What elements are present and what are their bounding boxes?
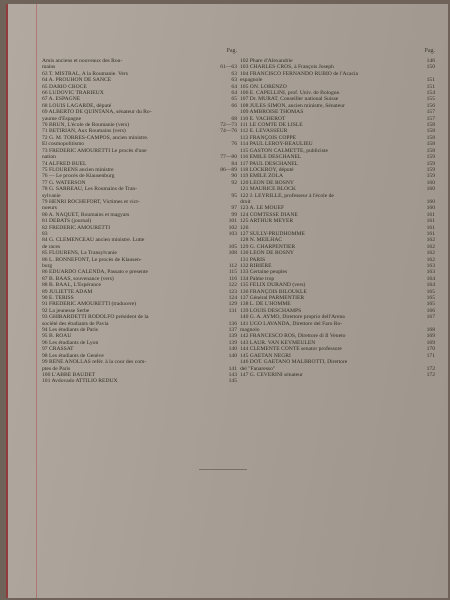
entry-page-number: 143 (228, 371, 237, 378)
entry-page-number: 165 (426, 301, 435, 308)
entry-page-number: 140 (228, 346, 237, 353)
entry-text: 78 G. SARREAU, Les Roumains de Tran- (42, 186, 138, 193)
entry-text: sylvanie (42, 192, 61, 199)
entry-page-number: 66 (231, 102, 237, 109)
entry-page-number: 156 (426, 102, 435, 109)
index-list-right (240, 58, 435, 378)
entry-page-number: 140 (228, 352, 237, 359)
entry-page-number: 161 (426, 218, 435, 225)
entry-text: 113 FRANÇOIS COPPÉ (240, 134, 297, 141)
end-rule (199, 469, 247, 470)
entry-text: El cosmopolitismo (42, 141, 85, 148)
entry-text: droit (240, 198, 251, 205)
entry-text: 105 ON. LORENZO (240, 83, 287, 90)
entry-page-number: 162 (426, 250, 435, 257)
entry-text: 117 PAUL DESCHANEL (240, 160, 299, 167)
entry-page-number: 171 (426, 352, 435, 359)
entry-text: 66 LUDOVIC TRARIEUX (42, 90, 104, 97)
entry-page-number: 139 (228, 333, 237, 340)
entry-page-number: 158 (426, 141, 435, 148)
entry-page-number: 164 (426, 275, 435, 282)
entry-text: mains (42, 64, 56, 71)
entry-text: 65 DARIO CROCE (42, 83, 87, 90)
entry-text: 142 FRANCESCO ROS, Direttore di Il Veneto (240, 333, 346, 340)
entry-page-number: 160 (426, 179, 435, 186)
entry-page-number: 164 (426, 282, 435, 289)
entry-page-number: 68 (231, 115, 237, 122)
entry-text: 76 — Le procès de Klausenburg (42, 173, 115, 180)
entry-page-number: 102 (228, 224, 237, 231)
entry-text: nation (42, 154, 56, 161)
entry-text: 143 LAUR. VAN KEYMEULEN (240, 339, 316, 346)
entry-text: 110 E. VACHEROT (240, 115, 286, 122)
entry-page-number: 158 (426, 128, 435, 135)
entry-page-number: 103 (228, 230, 237, 237)
entry-page-number: 166 (426, 307, 435, 314)
entry-page-number: 160 (426, 186, 435, 193)
entry-page-number: 146 (426, 58, 435, 64)
entry-text: Amis anciens et nouveaux des Rou- (42, 58, 123, 64)
entry-page-number: 169 (426, 339, 435, 346)
entry-text: 135 FÉLIX DURAND (vers) (240, 282, 306, 289)
entry-page-number: 162 (426, 237, 435, 244)
entry-page-number: 84 (231, 160, 237, 167)
entry-text: 125 ARTHUR MEYER (240, 218, 294, 225)
entry-text: 86 L. BONNEFONT, Le procès de Klausen- (42, 256, 142, 263)
entry-page-number: 163 (426, 263, 435, 269)
entry-text: 118 LOCKROY, député (240, 166, 294, 173)
entry-page-number: 77—80 (220, 154, 237, 161)
index-entry (240, 372, 435, 378)
entry-text: 144 CLEMENTE CONTE senator professore (240, 346, 342, 353)
entry-page-number: 86—89 (220, 166, 237, 173)
entry-text: 132 RIBIÈRE (240, 263, 272, 269)
entry-page-number: 169 (426, 333, 435, 340)
margin-rule (36, 4, 37, 598)
entry-page-number: 160 (426, 205, 435, 212)
entry-page-number: 124 (228, 295, 237, 302)
entry-page-number: 159 (426, 166, 435, 173)
entry-page-number: 64 (231, 90, 237, 97)
entry-page-number: 172 (426, 365, 435, 372)
entry-text: yaume d'Espagne (42, 115, 82, 122)
entry-text: 108 JULES SIMON, ancien ministre, Sénateur (240, 102, 345, 109)
index-column-left (42, 48, 237, 385)
entry-page-number: 161 (426, 211, 435, 218)
entry-text: 111 LE COMTE DE LISLE (240, 122, 303, 129)
entry-text: 115 GASTON CALMETTE, publiciste (240, 147, 328, 154)
entry-text: 106 E. CAPELLINI, prof. Univ. de Bologne. (240, 90, 341, 97)
entry-page-number: 161 (426, 224, 435, 231)
entry-text: 136 FRANÇOIS BILOUKLE (240, 288, 307, 295)
entry-page-number: 154 (426, 90, 435, 97)
entry-page-number: 151 (426, 77, 435, 84)
entry-text: 119 EMILE ZOLA (240, 173, 283, 180)
entry-text: 100 L'ABBÉ BAUDET (42, 371, 96, 378)
entry-text: 127 SULLY-PRUDHOMME (240, 230, 305, 237)
entry-text: 99 RÉNÉ ANOLLAS refér. à la cour des com- (42, 359, 147, 366)
entry-page-number: 64 (231, 83, 237, 90)
entry-page-number: 165 (426, 295, 435, 302)
entry-text: 123 A. LE MOUEF (240, 205, 285, 212)
entry-page-number: 131 (228, 307, 237, 314)
entry-page-number: 116 (228, 275, 237, 282)
entry-page-number: 163 (426, 269, 435, 276)
entry-text: 114 PAUL LEROY-BEAULIEU (240, 141, 313, 148)
entry-text: société des étudiants de Pavia (42, 320, 109, 327)
entry-page-number: 139 (228, 339, 237, 346)
entry-page-number: 61—63 (220, 64, 237, 71)
entry-page-number: 168 (426, 327, 435, 334)
entry-text: 70 BRUN, L'école de Roumanie (vers) (42, 122, 130, 129)
entry-text: 92 La jeunesse Serbe (42, 307, 90, 314)
entry-page-number: 137 (228, 327, 237, 334)
entry-page-number: 158 (426, 122, 435, 129)
entry-text: 91 FREDERIC AMOURETTI (traducere) (42, 301, 136, 308)
index-column-right (240, 48, 435, 378)
entry-page-number: 160 (426, 198, 435, 205)
entry-text: 90 E. TERISS (42, 295, 74, 302)
entry-page-number: 65 (231, 96, 237, 103)
entry-text: 141 UGO LAVANDA, Direttore del Faro Ro- (240, 320, 343, 327)
entry-page-number: 162 (426, 256, 435, 263)
entry-page-number: 129 (228, 301, 237, 308)
entry-page-number: 145 (228, 378, 237, 385)
entry-text: espagnole (240, 77, 263, 84)
entry-page-number: 63 (231, 70, 237, 77)
entry-text: 71 BETIRIAN, Aux Roumains (vers) (42, 128, 126, 135)
entry-text: 88 B. BAAL, L'Espérance (42, 282, 101, 289)
entry-text: 137 Général PARMENTIER (240, 295, 305, 302)
entry-text: de races (42, 243, 61, 250)
entry-page-number: 92 (231, 179, 237, 186)
entry-text: 93 GHIRARDETTI RODOLFO président de la (42, 314, 149, 321)
entry-text: 107 Dr. MURAT, Conseiller national Suisse (240, 96, 339, 103)
entry-text: 131 PARIS (240, 256, 266, 263)
entry-text: 95 B. ROAU (42, 333, 72, 340)
entry-text: 84 G. CLEMENCEAU ancien ministre. Lutte (42, 237, 145, 244)
entry-page-number: 158 (426, 134, 435, 141)
entry-page-number: 161 (426, 230, 435, 237)
entry-page-number: 157 (426, 115, 435, 122)
entry-text: 126 (240, 224, 249, 231)
entry-text: 97 CRASSAT (42, 346, 74, 353)
entry-text: 63 T. MISTRAL, A la Roumanie. Vers (42, 70, 128, 77)
entry-text: 80 A. NAQUET, Roumains et magyars (42, 211, 130, 218)
entry-text: magnolo (240, 327, 260, 334)
entry-text: del "Fanaresso" (240, 365, 276, 372)
entry-text: 133 Certaine peuples (240, 269, 288, 276)
entry-text: 77 G. WATERSON (42, 179, 86, 186)
book-page (6, 4, 448, 598)
entry-page-number: 159 (426, 173, 435, 180)
entry-text: 75 FLOURENS ancien ministre (42, 166, 114, 173)
entry-text: 140 G. A. AYMO, Direttore proprio dell'Arena (240, 314, 345, 321)
entry-text: burg (42, 263, 53, 269)
entry-text: 147 G. CEVERINI sénateur (240, 371, 303, 378)
entry-page-number: 155 (426, 96, 435, 103)
entry-text: 134 Palme trop (240, 275, 275, 282)
entry-text: 73 FREDERIC AMOURETTI Le procès d'une (42, 147, 147, 154)
entry-text: 86 EDUARDO CALENDA, Passato e presente (42, 269, 148, 276)
entry-text: 83 (42, 230, 48, 237)
entry-page-number: 157 (426, 109, 435, 116)
entry-text: 104 FRANCISCO FERNANDO RUBIO de l'Acacia (240, 70, 359, 77)
entry-page-number: 95 (231, 192, 237, 199)
entry-page-number: 99 (231, 211, 237, 218)
entry-page-number: 150 (426, 64, 435, 71)
entry-text: 116 EMILE DESCHANEL (240, 154, 302, 161)
entry-page-number: 122 (228, 282, 237, 289)
entry-text: 85 FLOURENS, La Transylvanie (42, 250, 117, 257)
entry-text: 96 Les étudiants de Lyon (42, 339, 99, 346)
entry-text: 121 MAURICE BLOCK (240, 186, 296, 193)
entry-page-number: 123 (228, 288, 237, 295)
entry-text: 72 G. M. TORRES-CAMPOS, ancien ministre. (42, 134, 149, 141)
entry-page-number: 101 (228, 218, 237, 225)
entry-text: 130 LEON DE ROSNY (240, 250, 294, 257)
entry-page-number: 136 (228, 320, 237, 327)
entry-page-number: 97 (231, 205, 237, 212)
entry-page-number: 105 (228, 243, 237, 250)
entry-page-number: 108 (228, 250, 237, 257)
entry-page-number: 159 (426, 154, 435, 161)
entry-text: 89 JULIETTE ADAM (42, 288, 93, 295)
entry-text: 109 AMBROISE THOMAS (240, 109, 304, 116)
entry-text: noeurs (42, 205, 57, 212)
entry-text: 138 L. DE L'HOMME (240, 301, 291, 308)
entry-text: 64 A. PROUHON DE SANCE (42, 77, 112, 84)
index-entry (42, 378, 237, 384)
entry-text: 67 A. ESPAGNE (42, 96, 81, 103)
entry-page-number: 162 (426, 243, 435, 250)
entry-text: 81 DEBATS (journal) (42, 218, 92, 225)
entry-page-number: 170 (426, 346, 435, 353)
entry-page-number: 165 (426, 288, 435, 295)
entry-text: 122 J. LEYRILLÉ, professeur à l'école de (240, 192, 334, 199)
entry-page-number: 167 (426, 314, 435, 321)
entry-text: ptes de Paris (42, 365, 71, 372)
entry-page-number: 151 (426, 83, 435, 90)
entry-text: 139 LOUIS DESCHAMPS (240, 307, 302, 314)
entry-text: 120 LEON DE ROSNY (240, 179, 294, 186)
entry-page-number: 159 (426, 160, 435, 167)
entry-text: 82 FREDERIC AMOURETTI (42, 224, 111, 231)
entry-text: 74 ALFRED BUEL (42, 160, 87, 167)
entry-page-number: 72—73 (220, 122, 237, 129)
index-list-left (42, 58, 237, 385)
entry-text: 146 DOT. GAETANO MALBROTTI, Direttore (240, 359, 348, 366)
entry-text: 69 ALBERTO DE QUINTANA, sénateur du Ro- (42, 109, 152, 116)
entry-text: 128 N. MEILHAC (240, 237, 283, 244)
entry-page-number: 115 (228, 269, 237, 276)
entry-page-number: 172 (426, 371, 435, 378)
entry-text: 129 G. CHARPENTIER (240, 243, 296, 250)
entry-text: 101 Avdovado ATTILIO REDUX (42, 378, 118, 385)
entry-text: 98 Les étudiants de Genève (42, 352, 104, 359)
entry-text: 103 CHARLES CROS, à François Joseph (240, 64, 334, 71)
entry-page-number: 74—76 (220, 128, 237, 135)
entry-text: 102 Phare d'Alexandrie (240, 58, 293, 64)
entry-page-number: 141 (228, 365, 237, 372)
entry-page-number: 112 (228, 263, 237, 269)
entry-text: 87 B. BAAS, souvenance (vers) (42, 275, 114, 282)
entry-page-number: 63 (231, 77, 237, 84)
entry-text: 68 LOUIS LAGARDE, député (42, 102, 112, 109)
entry-page-number: 76 (231, 141, 237, 148)
page-column-header: Pag. (424, 48, 435, 54)
entry-text: 112 E. LEVASSEUR (240, 128, 288, 135)
entry-page-number: 90 (231, 173, 237, 180)
entry-text: 124 COMTESSE DIANE (240, 211, 298, 218)
entry-text: 145 GAETAN NEGRI (240, 352, 291, 359)
entry-text: 79 HENRI ROCHEFORT, Victimes et vict- (42, 198, 140, 205)
entry-text: 94 Les étudiants de Paris (42, 327, 98, 334)
entry-page-number: 158 (426, 147, 435, 154)
page-column-header: Pag. (226, 48, 237, 54)
